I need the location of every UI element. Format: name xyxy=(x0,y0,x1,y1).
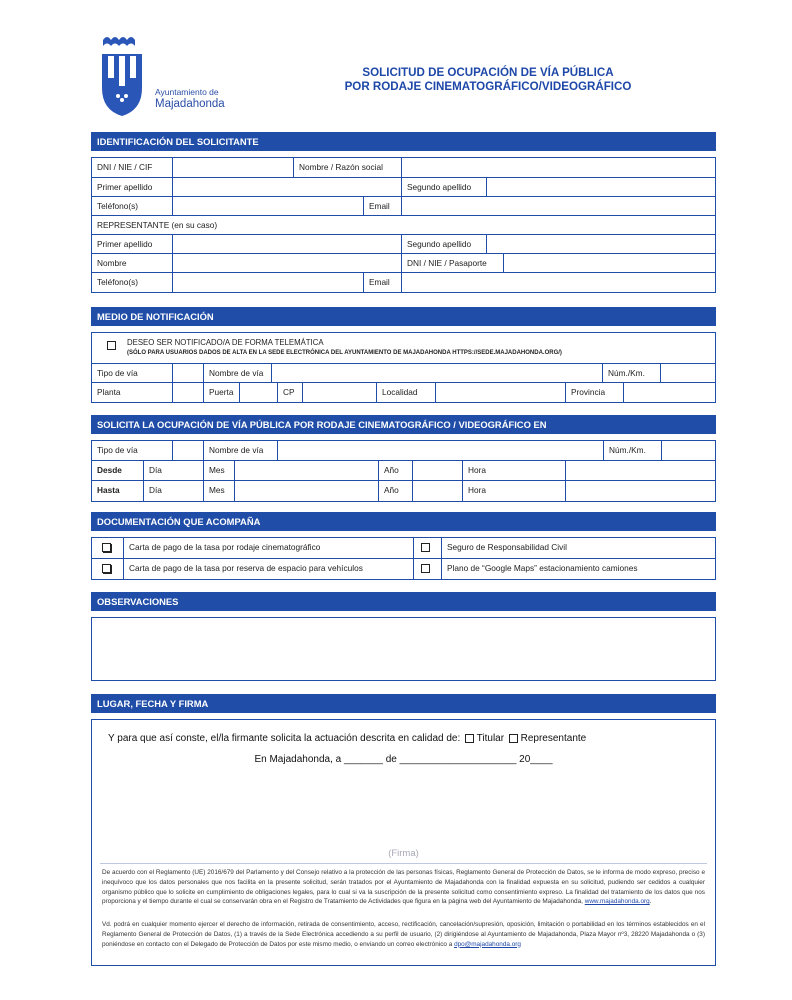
cp-input[interactable] xyxy=(303,383,377,402)
label-planta: Planta xyxy=(92,383,173,402)
label-desde-ano: Año xyxy=(379,461,413,480)
desde-mes-input[interactable] xyxy=(235,461,379,480)
primer-apellido-input[interactable] xyxy=(173,178,402,196)
row-notif-via xyxy=(92,364,715,383)
row-dni xyxy=(92,158,715,178)
row-rep-nombre xyxy=(92,254,715,273)
label-puerta: Puerta xyxy=(204,383,240,402)
row-doc-1 xyxy=(92,538,715,559)
planta-input[interactable] xyxy=(173,383,204,402)
dpo-email-link[interactable]: dpo@majadahonda.org xyxy=(454,940,521,948)
segundo-apellido-input[interactable] xyxy=(487,178,715,196)
label-ocup-nombre-via: Nombre de vía xyxy=(204,441,278,460)
label-desde-dia: Día xyxy=(144,461,204,480)
row-doc-2 xyxy=(92,559,715,579)
label-desde-mes: Mes xyxy=(204,461,235,480)
desde-ano-input[interactable] xyxy=(413,461,463,480)
row-rep-telefono xyxy=(92,273,715,292)
label-segundo-apellido: Segundo apellido xyxy=(402,178,487,196)
legal-text-1: De acuerdo con el Reglamento (UE) 2016/679 del Parlamento y del Consejo relativo a la protección de las personas físicas, Reglamento General de Protección de Datos, se le informa de modo expreso, preciso e inequívoco que los datos personales que nos facilita en la presente solicitud, serán tratados por el Ayuntamiento de Majadahonda con la finalidad expuesta en su solicitud, pudiendo ser cedidos a cualquier organismo público que lo solicite en cumplimiento de obligaciones legales, para lo cual si va la suscripción de la presente solicitud como consentimiento expreso. La finalidad del tratamiento de los datos que nos proporciona y el tiempo durante el cual se conservarán obra en el Registro de Tratamiento de Actividades que figura en la página web del Ayuntamiento de Majadahonda, xyxy=(102,869,705,906)
label-ocup-num-km: Núm./Km. xyxy=(604,441,662,460)
firma-label: (Firma) xyxy=(388,848,419,859)
label-hasta: Hasta xyxy=(92,481,144,501)
hasta-hora-input[interactable] xyxy=(566,481,715,501)
row-hasta xyxy=(92,481,715,501)
label-hasta-mes: Mes xyxy=(204,481,235,501)
label-rep-dni: DNI / NIE / Pasaporte xyxy=(402,254,504,272)
doc1-checkbox[interactable] xyxy=(92,538,124,558)
section-header-ocupacion: SOLICITA LA OCUPACIÓN DE VÍA PÚBLICA POR RODAJE CINEMATOGRÁFICO / VIDEOGRÁFICO EN xyxy=(91,415,716,434)
row-telematica xyxy=(92,333,715,364)
label-primer-apellido: Primer apellido xyxy=(92,178,173,196)
telefono-input[interactable] xyxy=(173,197,364,215)
rep-email-input[interactable] xyxy=(402,273,715,292)
doc2-checkbox[interactable] xyxy=(414,538,442,558)
label-localidad: Localidad xyxy=(377,383,436,402)
puerta-input[interactable] xyxy=(240,383,278,402)
localidad-input[interactable] xyxy=(436,383,566,402)
rep-dni-input[interactable] xyxy=(504,254,715,272)
doc4-checkbox[interactable] xyxy=(414,559,442,579)
section-header-observaciones: OBSERVACIONES xyxy=(91,592,716,611)
titular-checkbox[interactable] xyxy=(465,734,474,743)
label-hasta-ano: Año xyxy=(379,481,413,501)
nombre-via-input[interactable] xyxy=(272,364,603,382)
row-notif-direccion xyxy=(92,383,715,402)
label-num-km: Núm./Km. xyxy=(603,364,661,382)
doc2-label: Seguro de Responsabilidad Civil xyxy=(447,542,567,552)
row-desde xyxy=(92,461,715,481)
label-nombre-razon: Nombre / Razón social xyxy=(294,158,402,177)
observaciones-textarea[interactable] xyxy=(91,617,716,681)
doc3-label: Carta de pago de la tasa por reserva de espacio para vehículos xyxy=(124,559,414,579)
declaracion-text: Y para que así conste, el/la firmante solicita la actuación descrita en calidad de: xyxy=(108,733,461,744)
label-ocup-tipo-via: Tipo de vía xyxy=(92,441,173,460)
logo-line1: Ayuntamiento de xyxy=(155,87,219,97)
label-desde: Desde xyxy=(92,461,144,480)
row-telefono xyxy=(92,197,715,216)
label-provincia: Provincia xyxy=(566,383,624,402)
doc4-label: Plano de “Google Maps” estacionamiento camiones xyxy=(447,563,638,573)
logo-text xyxy=(155,87,225,110)
tipo-via-input[interactable] xyxy=(173,364,204,382)
dni-input[interactable] xyxy=(173,158,294,177)
rep-nombre-input[interactable] xyxy=(173,254,402,272)
desde-hora-input[interactable] xyxy=(566,461,715,480)
label-hasta-dia: Día xyxy=(144,481,204,501)
label-representante: REPRESENTANTE (en su caso) xyxy=(97,220,218,230)
legal-paragraph-1: De acuerdo con el Reglamento (UE) 2016/679 del Parlamento y del Consejo relativo a la protección de las personas físicas, Reglamento General de Protección de Datos, se le informa de modo expreso, preciso e inequívoco que los datos personales que nos facilita en la presente solicitud, serán tratados por el Ayuntamiento de Majadahonda con la finalidad expuesta en su solicitud, pudiendo ser cedidos a cualquier organismo público que lo solicite en cumplimiento de obligaciones legales, para lo cual si va la suscripción de la presente solicitud como consentimiento expreso. La finalidad del tratamiento de los datos que nos proporciona y el tiempo durante el cual se conservarán obra en el Registro de Tratamiento de Actividades que figura en la página web del Ayuntamiento de Majadahonda, www.majadahonda.org. xyxy=(102,869,705,906)
hasta-ano-input[interactable] xyxy=(413,481,463,501)
label-desde-hora: Hora xyxy=(463,461,566,480)
email-input[interactable] xyxy=(402,197,715,215)
section-header-firma: LUGAR, FECHA Y FIRMA xyxy=(91,694,716,713)
label-nombre-via: Nombre de vía xyxy=(204,364,272,382)
provincia-input[interactable] xyxy=(624,383,715,402)
label-hasta-hora: Hora xyxy=(463,481,566,501)
row-ocup-via xyxy=(92,441,715,461)
representante-checkbox[interactable] xyxy=(509,734,518,743)
ocup-tipo-via-input[interactable] xyxy=(173,441,204,460)
telematica-checkbox[interactable] xyxy=(107,337,116,355)
doc3-checkbox[interactable] xyxy=(92,559,124,579)
titular-label: Titular xyxy=(476,733,505,744)
label-email: Email xyxy=(364,197,402,215)
lugar-fecha: En Majadahonda, a _______ de _____________________ 20____ xyxy=(254,754,553,765)
label-rep-segundo-apellido: Segundo apellido xyxy=(402,235,487,253)
rep-primer-apellido-input[interactable] xyxy=(173,235,402,253)
telematica-label: DESEO SER NOTIFICADO/A DE FORMA TELEMÁTICA xyxy=(127,338,324,347)
row-rep-apellidos xyxy=(92,235,715,254)
doc1-label: Carta de pago de la tasa por rodaje cinematográfico xyxy=(124,538,414,558)
telematica-note: (SÓLO PARA USUARIOS DADOS DE ALTA EN LA SEDE ELECTRÓNICA DEL AYUNTAMIENTO DE MAJADAHONDA HTTPS://SEDE.MAJADAHONDA.ORG/) xyxy=(127,350,562,356)
documentacion-table xyxy=(91,537,716,580)
ocup-num-km-input[interactable] xyxy=(662,441,715,460)
hasta-mes-input[interactable] xyxy=(235,481,379,501)
firma-box xyxy=(91,719,716,966)
label-rep-nombre: Nombre xyxy=(92,254,173,272)
document-title xyxy=(310,66,666,94)
title-line1: SOLICITUD DE OCUPACIÓN DE VÍA PÚBLICA xyxy=(362,66,614,79)
solicitante-table xyxy=(91,157,716,293)
label-rep-primer-apellido: Primer apellido xyxy=(92,235,173,253)
legal-text-2: Vd. podrá en cualquier momento ejercer el derecho de información, retirada de consentimiento, acceso, rectificación, cancelación/supresión, oposición, limitación o portabilidad en los términos establecidos en el Reglamento General de Protección de Datos, (1) a través de la Sede Electrónica accediendo a su perfil de usuario, (2) dirigiéndose al Ayuntamiento de Majadahonda, Plaza Mayor nº3, 28220 Majadahonda o (3) poniéndose en contacto con el Delegado de Protección de Datos por este mismo medio, o enviando un correo electrónico a xyxy=(102,921,705,948)
notificacion-table xyxy=(91,332,716,403)
section-header-notificacion: MEDIO DE NOTIFICACIÓN xyxy=(91,307,716,326)
ayuntamiento-shield-logo xyxy=(100,34,144,118)
firma-divider xyxy=(100,863,707,864)
label-dni: DNI / NIE / CIF xyxy=(92,158,173,177)
label-rep-email: Email xyxy=(364,273,402,292)
nombre-razon-input[interactable] xyxy=(402,158,715,177)
ocupacion-table xyxy=(91,440,716,502)
row-representante xyxy=(92,216,715,235)
logo-line2: Majadahonda xyxy=(155,98,225,110)
section-header-solicitante: IDENTIFICACIÓN DEL SOLICITANTE xyxy=(91,132,716,151)
title-line2: POR RODAJE CINEMATOGRÁFICO/VIDEOGRÁFICO xyxy=(344,80,632,93)
ocup-nombre-via-input[interactable] xyxy=(278,441,604,460)
num-km-input[interactable] xyxy=(661,364,715,382)
rep-telefono-input[interactable] xyxy=(173,273,364,292)
legal-paragraph-2 xyxy=(102,920,705,949)
section-header-documentacion: DOCUMENTACIÓN QUE ACOMPAÑA xyxy=(91,512,716,531)
representante-label: Representante xyxy=(520,733,587,744)
row-apellidos xyxy=(92,178,715,197)
label-telefono: Teléfono(s) xyxy=(92,197,173,215)
majadahonda-link[interactable]: www.majadahonda.org xyxy=(584,898,650,906)
rep-segundo-apellido-input[interactable] xyxy=(487,235,715,253)
label-rep-telefono: Teléfono(s) xyxy=(92,273,173,292)
label-tipo-via: Tipo de vía xyxy=(92,364,173,382)
declaracion-line xyxy=(108,733,586,744)
label-cp: CP xyxy=(278,383,303,402)
